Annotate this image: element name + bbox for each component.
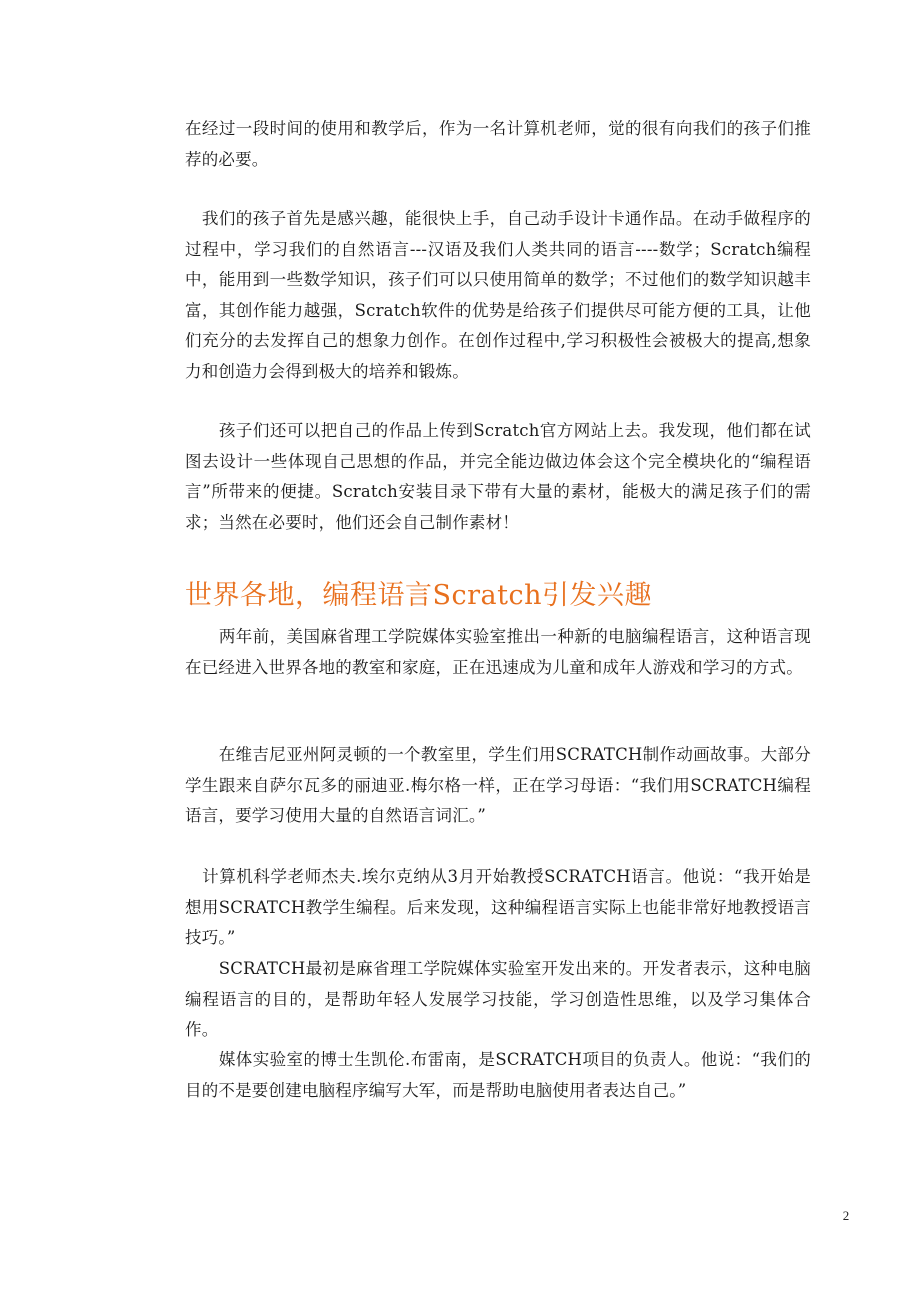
paragraph-intro: 在经过一段时间的使用和教学后，作为一名计算机老师，觉的很有向我们的孩子们推荐的必要。 [185,119,811,169]
paragraph-virginia-classroom: 在维吉尼亚州阿灵顿的一个教室里，学生们用SCRATCH制作动画故事。大部分学生跟来自萨尔瓦多的丽迪亚.梅尔格一样，正在学习母语：“我们用SCRATCH编程语言，要学习使用大量的自然语言词汇。” [185,745,811,825]
paragraph-upload: 孩子们还可以把自己的作品上传到Scratch官方网站上去。我发现，他们都在试图去设计一些体现自己思想的作品，并完全能边做边体会这个完全模块化的“编程语言”所带来的便捷。Scratch安装目录下带有大量的素材，能极大的满足孩子们的需求；当然在必要时，他们还会自己制作素材！ [185,421,811,532]
paragraph-two-years-ago: 两年前，美国麻省理工学院媒体实验室推出一种新的电脑编程语言，这种语言现在已经进入世界各地的教室和家庭，正在迅速成为儿童和成年人游戏和学习的方式。 [185,627,811,677]
section-heading: 世界各地，编程语言Scratch引发兴趣 [185,580,652,611]
paragraph-project-lead: 媒体实验室的博士生凯伦.布雷南，是SCRATCH项目的负责人。他说：“我们的目的不是要创建电脑程序编写大军，而是帮助电脑使用者表达自己。” [185,1050,811,1100]
page-number: 2 [842,1208,850,1223]
paragraph-teacher-quote: 计算机科学老师杰夫.埃尔克纳从3月开始教授SCRATCH语言。他说：“我开始是想用SCRATCH教学生编程。后来发现，这种编程语言实际上也能非常好地教授语言技巧。” [185,867,811,947]
paragraph-mit-origin: SCRATCH最初是麻省理工学院媒体实验室开发出来的。开发者表示，这种电脑编程语言的目的，是帮助年轻人发展学习技能，学习创造性思维，以及学习集体合作。 [185,959,811,1039]
paragraph-interest: 我们的孩子首先是感兴趣，能很快上手，自己动手设计卡通作品。在动手做程序的过程中，学习我们的自然语言---汉语及我们人类共同的语言----数学；Scratch编程中，能用到一些数学知识，孩子们可以只使用简单的数学；不过他们的数学知识越丰富，其创作能力越强，Scratch软件的优势是给孩子们提供尽可能方便的工具，让他们充分的去发挥自己的想象力创作。在创作过程中,学习积极性会被极大的提高,想象力和创造力会得到极大的培养和锻炼。 [185,209,811,381]
